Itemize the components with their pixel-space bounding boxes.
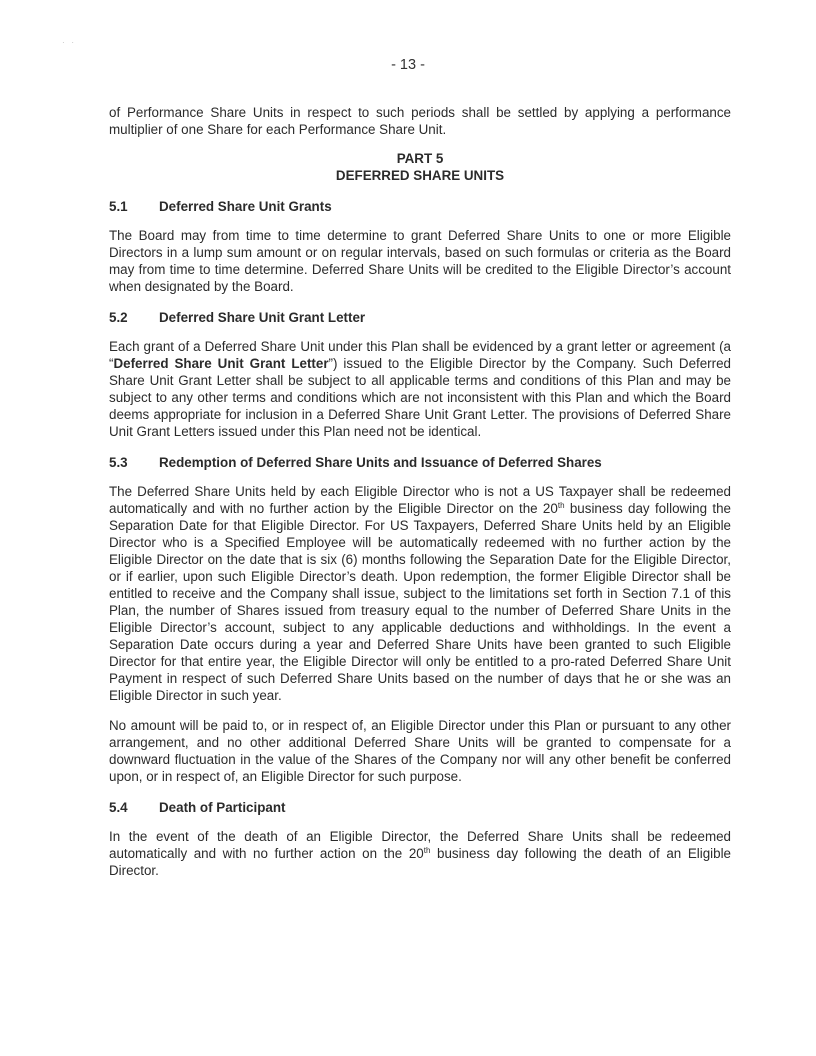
section-heading-5-4 xyxy=(109,799,731,816)
ordinal-suffix: th xyxy=(557,501,565,510)
ordinal-suffix: th xyxy=(423,846,431,855)
section-5-3-paragraph-1 xyxy=(109,483,731,704)
section-5-1-paragraph: The Board may from time to time determine to grant Deferred Share Units to one or more Eligible Directors in a lump sum amount or on regular intervals, based on such formulas or criteria as the Board may from time to time determine. Deferred Share Units will be credited to the Eligible Director’s account when designated by the Board. xyxy=(109,228,731,294)
section-title: Redemption of Deferred Share Units and Issuance of Deferred Shares xyxy=(159,455,602,470)
section-number: 5.2 xyxy=(109,310,128,325)
defined-term: Deferred Share Unit Grant Letter xyxy=(113,356,329,371)
section-title: Death of Participant xyxy=(159,800,286,815)
text-run: ”) issued to the Eligible Director by the Company. Such Deferred Share Unit Grant Letter shall be subject to all applicable terms and conditions of this Plan and may be subject to any other terms and conditions which are not inconsistent with this Plan and which the Board deems appropriate for inclusion in a Deferred Share Unit Grant Letter. The provisions of Deferred Share Unit Grant Letters issued under this Plan need not be identical. xyxy=(109,356,731,439)
section-heading-5-1 xyxy=(109,198,731,215)
section-number: 5.4 xyxy=(109,800,128,815)
section-5-2-paragraph xyxy=(109,338,731,440)
text-run: Each grant of a Deferred Share Unit under this Plan shall be evidenced by a grant letter or agreement (a “ xyxy=(109,339,731,371)
section-5-4-paragraph xyxy=(109,828,731,879)
document-body xyxy=(109,104,731,879)
text-run: The Deferred Share Units held by each Eligible Director who is not a US Taxpayer shall be redeemed automatically and with no further action by the Eligible Director on the 20 xyxy=(109,484,731,516)
text-run: business day following the death of an Eligible Director. xyxy=(109,846,732,878)
section-title: Deferred Share Unit Grant Letter xyxy=(159,310,366,325)
text-run: business day following the Separation Date for that Eligible Director. For US Taxpayers, Deferred Share Units held by an Eligible Director who is a Specified Employee will be automatically redeemed with no further action by the Eligible Director on the date that is six (6) months following the Separation Date for the Eligible Director, or if earlier, upon such Eligible Director’s death. Upon redemption, the former Eligible Director shall be entitled to receive and the Company shall issue, subject to the limitations set forth in Section 7.1 of this Plan, the number of Shares issued from treasury equal to the number of Deferred Share Units in the Eligible Director’s account, subject to any applicable deductions and withholdings. In the event a Separation Date occurs during a year and Deferred Share Units have been granted to such Eligible Director for that entire year, the Eligible Director will only be entitled to a pro-rated Deferred Share Unit Payment in respect of such Deferred Share Units based on the number of days that he or she was an Eligible Director in such year. xyxy=(109,501,732,703)
intro-paragraph: of Performance Share Units in respect to such periods shall be settled by applying a performance multiplier of one Share for each Performance Share Unit. xyxy=(109,105,731,137)
part-number: PART 5 xyxy=(396,151,444,166)
section-5-3-paragraph-2: No amount will be paid to, or in respect of, an Eligible Director under this Plan or pursuant to any other arrangement, and no other additional Deferred Share Units will be granted to compensate for a downward fluctuation in the value of the Shares of the Company nor will any other benefit be conferred upon, or in respect of, an Eligible Director for such purpose. xyxy=(109,718,731,784)
section-heading-5-3 xyxy=(109,454,731,471)
section-number: 5.3 xyxy=(109,455,128,470)
part-heading xyxy=(109,150,731,184)
scan-artifact: · · xyxy=(62,38,74,47)
section-heading-5-2 xyxy=(109,309,731,326)
part-title: DEFERRED SHARE UNITS xyxy=(335,168,505,183)
section-title: Deferred Share Unit Grants xyxy=(159,199,332,214)
section-number: 5.1 xyxy=(109,199,128,214)
text-run: In the event of the death of an Eligible Director, the Deferred Share Units shall be redeemed automatically and with no further action on the 20 xyxy=(109,829,731,861)
page-number: - 13 - xyxy=(391,57,425,73)
